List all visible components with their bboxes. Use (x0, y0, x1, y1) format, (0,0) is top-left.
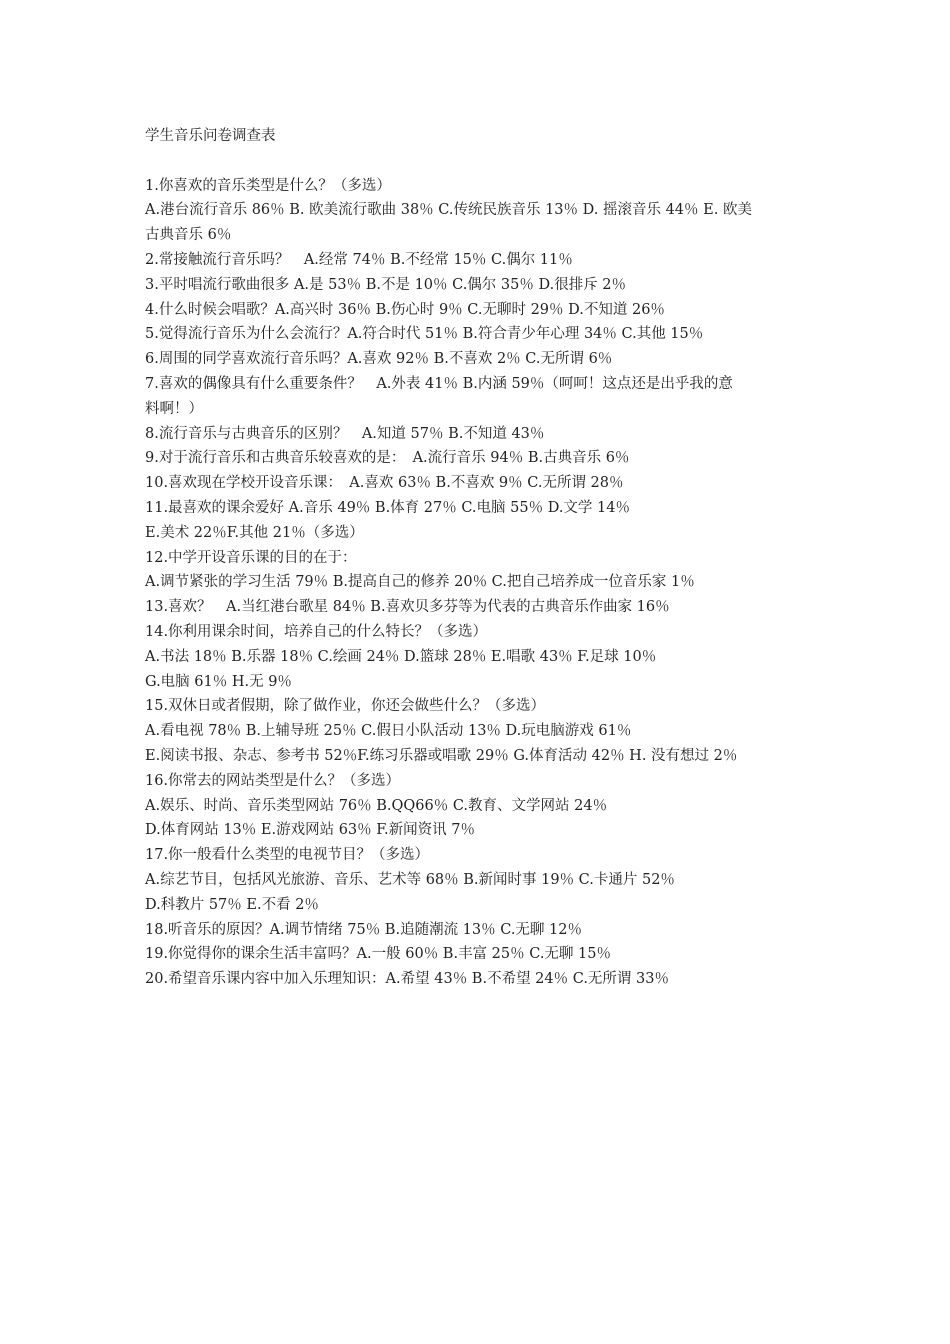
survey-line: G.电脑 61％ H.无 9％ (145, 673, 292, 690)
survey-line: 12.中学开设音乐课的目的在于： (145, 549, 357, 566)
survey-line: D.科教片 57％ E.不看 2％ (145, 896, 319, 913)
survey-line: E.美术 22％F.其他 21％（多选） (145, 524, 364, 541)
survey-line: 13.喜欢？ A.当红港台歌星 84％ B.喜欢贝多芬等为代表的古典音乐作曲家 16％ (145, 599, 670, 616)
survey-line: 1.你喜欢的音乐类型是什么？（多选） (145, 177, 391, 194)
survey-line: 料啊！） (145, 400, 203, 417)
survey-line: 14.你利用课余时间，培养自己的什么特长？（多选） (145, 623, 488, 640)
survey-line: 20.希望音乐课内容中加入乐理知识：A.希望 43％ B.不希望 24％ C.无所谓 33％ (145, 971, 669, 988)
survey-line: 9.对于流行音乐和古典音乐较喜欢的是： A.流行音乐 94％ B.古典音乐 6％ (145, 450, 630, 467)
survey-line: 18.听音乐的原因？A.调节情绪 75％ B.追随潮流 13％ C.无聊 12％ (145, 921, 582, 938)
survey-line: E.阅读书报、杂志、参考书 52％F.练习乐器或唱歌 29％ G.体育活动 42％ H. 没有想过 2％ (145, 747, 738, 764)
survey-line: 16.你常去的网站类型是什么？（多选） (145, 772, 401, 789)
survey-line: 5.觉得流行音乐为什么会流行？A.符合时代 51％ B.符合青少年心理 34％ C.其他 15％ (145, 326, 704, 343)
document-title: 学生音乐问卷调查表 (145, 128, 276, 144)
document-page (145, 124, 825, 992)
survey-line: A.看电视 78％ B.上辅导班 25％ C.假日小队活动 13％ D.玩电脑游戏 61％ (145, 723, 632, 740)
survey-line: 古典音乐 6％ (145, 227, 232, 244)
survey-line: 7.喜欢的偶像具有什么重要条件？ A.外表 41％ B.内涵 59％（呵呵！这点还是出乎我的意 (145, 375, 733, 392)
survey-line: A.书法 18％ B.乐器 18％ C.绘画 24％ D.篮球 28％ E.唱歌 43％ F.足球 10％ (145, 648, 657, 665)
survey-line: A.港台流行音乐 86％ B. 欧美流行歌曲 38％ C.传统民族音乐 13％ D. 摇滚音乐 44％ E. 欧美 (145, 202, 752, 219)
survey-line: A.综艺节目，包括风光旅游、音乐、艺术等 68％ B.新闻时事 19％ C.卡通片 52％ (145, 871, 675, 888)
survey-line: 4.什么时候会唱歌？A.高兴时 36％ B.伤心时 9％ C.无聊时 29％ D.不知道 26％ (145, 301, 665, 318)
survey-line: 15.双休日或者假期，除了做作业，你还会做些什么？（多选） (145, 698, 546, 715)
survey-line: A.娱乐、时尚、音乐类型网站 76％ B.QQ66％ C.教育、文学网站 24％ (145, 797, 608, 814)
survey-line: 17.你一般看什么类型的电视节目？（多选） (145, 847, 430, 864)
survey-line: 3.平时唱流行歌曲很多 A.是 53％ B.不是 10％ C.偶尔 35％ D.很排斥 2％ (145, 276, 627, 293)
survey-line: 19.你觉得你的课余生活丰富吗？A.一般 60％ B.丰富 25％ C.无聊 15％ (145, 946, 611, 963)
survey-line: 2.常接触流行音乐吗？ A.经常 74％ B.不经常 15％ C.偶尔 11％ (145, 251, 573, 268)
survey-lines (145, 174, 825, 992)
survey-line: D.体育网站 13％ E.游戏网站 63％ F.新闻资讯 7％ (145, 822, 475, 839)
survey-line: 8.流行音乐与古典音乐的区别？ A.知道 57％ B.不知道 43％ (145, 425, 545, 442)
survey-line: 6.周围的同学喜欢流行音乐吗？A.喜欢 92％ B.不喜欢 2％ C.无所谓 6％ (145, 351, 613, 368)
survey-line: A.调节紧张的学习生活 79％ B.提高自己的修养 20％ C.把自己培养成一位音乐家 1％ (145, 574, 695, 591)
survey-line: 10.喜欢现在学校开设音乐课： A.喜欢 63％ B.不喜欢 9％ C.无所谓 28％ (145, 475, 624, 492)
survey-line: 11.最喜欢的课余爱好 A.音乐 49％ B.体育 27％ C.电脑 55％ D.文学 14％ (145, 499, 630, 516)
